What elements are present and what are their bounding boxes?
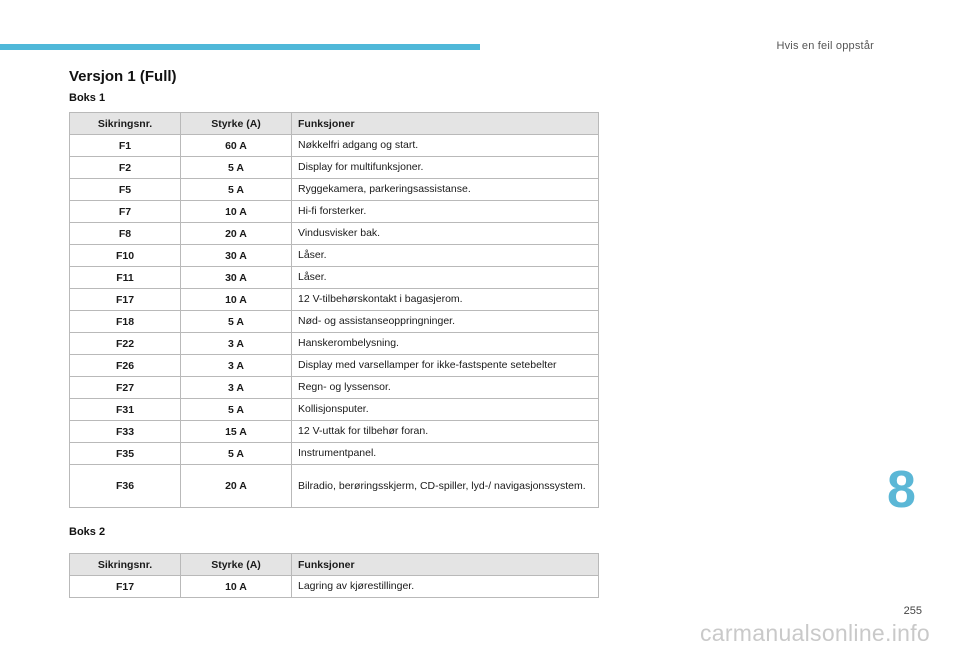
rating-cell: 60 A xyxy=(181,135,292,157)
function-cell: Nøkkelfri adgang og start. xyxy=(292,135,599,157)
table-row xyxy=(70,267,599,289)
rating-cell: 5 A xyxy=(181,157,292,179)
column-header-fuse: Sikringsnr. xyxy=(70,113,181,135)
rating-cell: 5 A xyxy=(181,179,292,201)
table-row xyxy=(70,201,599,223)
fuse-number-cell: F7 xyxy=(70,201,181,223)
fuse-number-cell: F17 xyxy=(70,289,181,311)
function-cell: Regn- og lyssensor. xyxy=(292,377,599,399)
fuse-number-cell: F2 xyxy=(70,157,181,179)
fuse-number-cell: F11 xyxy=(70,267,181,289)
rating-cell: 20 A xyxy=(181,465,292,508)
fuse-number-cell: F22 xyxy=(70,333,181,355)
rating-cell: 3 A xyxy=(181,377,292,399)
fuse-number-cell: F8 xyxy=(70,223,181,245)
function-cell: 12 V-uttak for tilbehør foran. xyxy=(292,421,599,443)
box2-table xyxy=(69,553,599,598)
fuse-number-cell: F27 xyxy=(70,377,181,399)
table-row xyxy=(70,443,599,465)
chapter-number: 8 xyxy=(887,461,916,519)
column-header-rating: Styrke (A) xyxy=(181,554,292,576)
table-header-row xyxy=(70,554,599,576)
column-header-fuse: Sikringsnr. xyxy=(70,554,181,576)
table-row xyxy=(70,576,599,598)
rating-cell: 3 A xyxy=(181,333,292,355)
column-header-functions: Funksjoner xyxy=(292,113,599,135)
box1-table xyxy=(69,112,599,508)
rating-cell: 30 A xyxy=(181,245,292,267)
function-cell: Låser. xyxy=(292,245,599,267)
column-header-rating: Styrke (A) xyxy=(181,113,292,135)
function-cell: Vindusvisker bak. xyxy=(292,223,599,245)
rating-cell: 10 A xyxy=(181,576,292,598)
watermark: carmanualsonline.info xyxy=(699,620,930,646)
page-heading: Versjon 1 (Full) xyxy=(69,68,177,85)
function-cell: Display for multifunksjoner. xyxy=(292,157,599,179)
table-row xyxy=(70,355,599,377)
table-row xyxy=(70,157,599,179)
box2-table-body xyxy=(70,576,599,598)
top-accent-bar xyxy=(0,44,480,50)
rating-cell: 5 A xyxy=(181,311,292,333)
function-cell: 12 V-tilbehørskontakt i bagasjerom. xyxy=(292,289,599,311)
box1-table-body xyxy=(70,135,599,508)
function-cell: Låser. xyxy=(292,267,599,289)
rating-cell: 15 A xyxy=(181,421,292,443)
table-row xyxy=(70,399,599,421)
page-number: 255 xyxy=(903,605,922,617)
table-row xyxy=(70,377,599,399)
fuse-number-cell: F5 xyxy=(70,179,181,201)
rating-cell: 5 A xyxy=(181,443,292,465)
function-cell: Bilradio, berøringsskjerm, CD-spiller, lyd-/ navigasjonssystem. xyxy=(292,465,599,508)
table-row xyxy=(70,289,599,311)
table-header-row xyxy=(70,113,599,135)
rating-cell: 10 A xyxy=(181,201,292,223)
rating-cell: 30 A xyxy=(181,267,292,289)
table-row xyxy=(70,223,599,245)
fuse-number-cell: F31 xyxy=(70,399,181,421)
table-row xyxy=(70,421,599,443)
fuse-number-cell: F35 xyxy=(70,443,181,465)
function-cell: Hi-fi forsterker. xyxy=(292,201,599,223)
rating-cell: 5 A xyxy=(181,399,292,421)
table-row xyxy=(70,311,599,333)
function-cell: Instrumentpanel. xyxy=(292,443,599,465)
function-cell: Kollisjonsputer. xyxy=(292,399,599,421)
fuse-number-cell: F26 xyxy=(70,355,181,377)
fuse-number-cell: F17 xyxy=(70,576,181,598)
rating-cell: 20 A xyxy=(181,223,292,245)
column-header-functions: Funksjoner xyxy=(292,554,599,576)
fuse-number-cell: F1 xyxy=(70,135,181,157)
table-row xyxy=(70,333,599,355)
fuse-number-cell: F10 xyxy=(70,245,181,267)
fuse-number-cell: F18 xyxy=(70,311,181,333)
rating-cell: 10 A xyxy=(181,289,292,311)
function-cell: Nød- og assistanseoppringninger. xyxy=(292,311,599,333)
function-cell: Hanskerombelysning. xyxy=(292,333,599,355)
fuse-number-cell: F36 xyxy=(70,465,181,508)
function-cell: Ryggekamera, parkeringsassistanse. xyxy=(292,179,599,201)
box2-label: Boks 2 xyxy=(69,526,106,538)
fuse-number-cell: F33 xyxy=(70,421,181,443)
table-row xyxy=(70,465,599,508)
section-title: Hvis en feil oppstår xyxy=(776,40,874,52)
function-cell: Display med varsellamper for ikke-fastspente setebelter xyxy=(292,355,599,377)
table-row xyxy=(70,179,599,201)
table-row xyxy=(70,245,599,267)
function-cell: Lagring av kjørestillinger. xyxy=(292,576,599,598)
box1-label: Boks 1 xyxy=(69,92,106,104)
rating-cell: 3 A xyxy=(181,355,292,377)
table-row xyxy=(70,135,599,157)
